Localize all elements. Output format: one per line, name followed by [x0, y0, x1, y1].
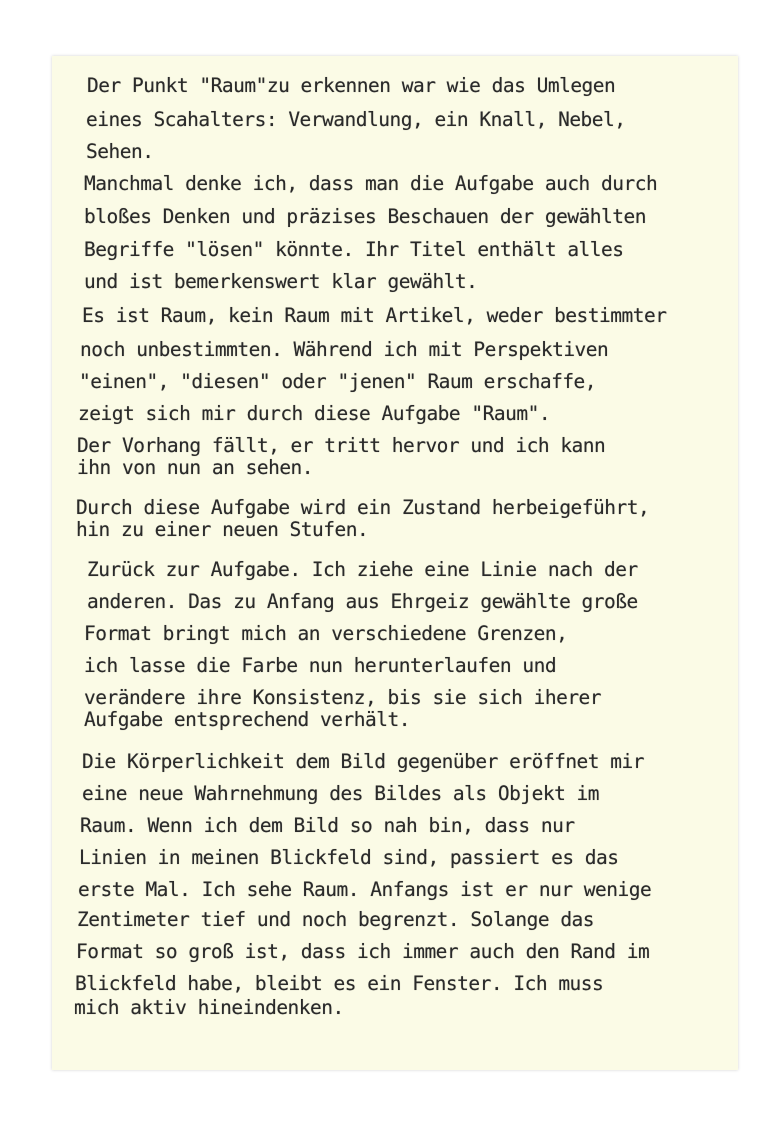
text-line: Der Punkt "Raum"zu erkennen war wie das Umlegen	[87, 74, 616, 97]
text-line: Blickfeld habe, bleibt es ein Fenster. Ich muss	[75, 972, 604, 995]
text-line: Raum. Wenn ich dem Bild so nah bin, dass nur	[80, 814, 575, 837]
text-line: eines Scahalters: Verwandlung, ein Knall, Nebel,	[86, 108, 626, 131]
text-line: Linien in meinen Blickfeld sind, passiert es das	[79, 846, 619, 869]
text-line: Zentimeter tief und noch begrenzt. Solange das	[77, 908, 595, 931]
text-line: Aufgabe entsprechend verhält.	[84, 708, 410, 731]
text-line: Der Vorhang fällt, er tritt hervor und ich kann	[77, 434, 606, 457]
text-line: Zurück zur Aufgabe. Ich ziehe eine Linie nach der	[87, 558, 638, 581]
text-line: noch unbestimmten. Während ich mit Perspektiven	[80, 338, 609, 361]
text-line: und ist bemerkenswert klar gewählt.	[84, 270, 478, 293]
text-line: Durch diese Aufgabe wird ein Zustand herbeigeführt,	[76, 496, 650, 519]
text-line: Es ist Raum, kein Raum mit Artikel, weder bestimmter	[82, 304, 667, 327]
text-line: "einen", "diesen" oder "jenen" Raum erschaffe,	[79, 370, 597, 393]
text-line: ich lasse die Farbe nun herunterlaufen und	[84, 654, 557, 677]
text-line: bloßes Denken und präzises Beschauen der gewählten	[84, 205, 646, 228]
text-line: Begriffe "lösen" könnte. Ihr Titel enthält alles	[84, 238, 624, 261]
text-line: zeigt sich mir durch diese Aufgabe "Raum".	[78, 402, 551, 425]
text-line: anderen. Das zu Anfang aus Ehrgeiz gewählte große	[87, 590, 638, 613]
text-line: verändere ihre Konsistenz, bis sie sich iherer	[84, 686, 602, 709]
text-line: erste Mal. Ich sehe Raum. Anfangs ist er nur wenige	[78, 878, 652, 901]
text-line: Format so groß ist, dass ich immer auch den Rand im	[76, 940, 650, 963]
text-line: Sehen.	[86, 140, 154, 163]
text-line: Die Körperlichkeit dem Bild gegenüber eröffnet mir	[82, 750, 644, 773]
text-line: Format bringt mich an verschiedene Grenzen,	[84, 622, 568, 645]
text-line: mich aktiv hineindenken.	[74, 996, 344, 1019]
text-line: eine neue Wahrnehmung des Bildes als Objekt im	[82, 782, 600, 805]
text-line: hin zu einer neuen Stufen.	[76, 518, 369, 541]
text-line: Manchmal denke ich, dass man die Aufgabe auch durch	[84, 172, 658, 195]
text-line: ihn von nun an sehen.	[77, 456, 314, 479]
